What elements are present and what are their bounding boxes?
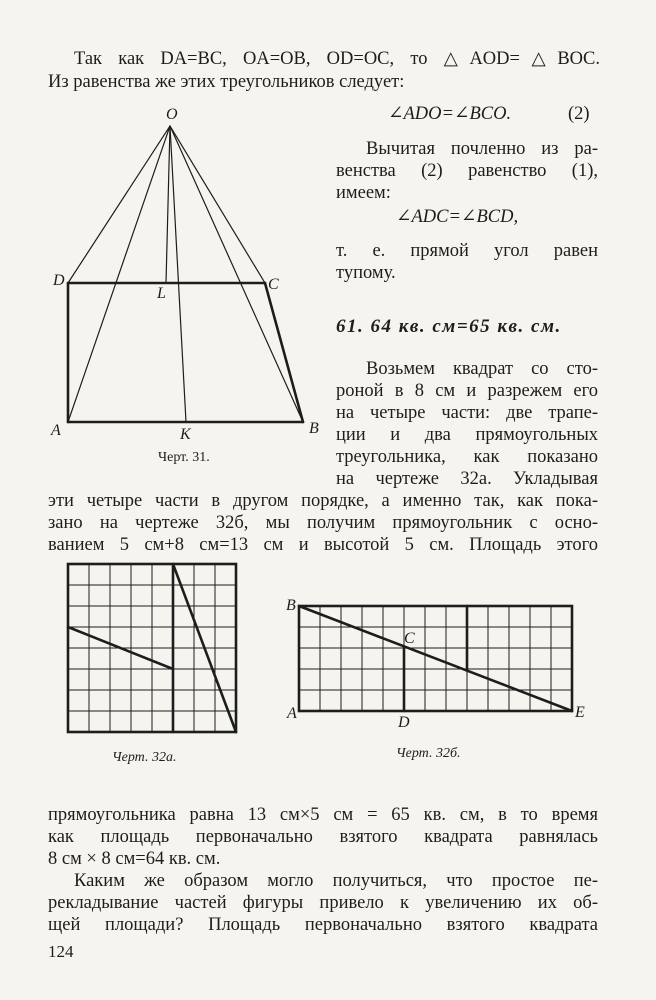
fig32b-label-e: E [575,704,585,721]
bottom-line-1: прямоугольника равна 13 см×5 см = 65 кв. см, в то время [48,805,598,825]
conclusion-line-1: т. е. прямой угол равен [336,241,598,261]
fig32b-label-b: B [286,597,296,614]
intro-line-1: Так как DA=BC, OA=OB, OD=OC, то △AOD=△BOC. [74,49,600,69]
fig32b-caption: Черт. 32б. [396,746,461,761]
equation-2: ∠ADO=∠BCO. [388,104,512,124]
page-number: 124 [48,942,74,961]
fig31-label-k: K [180,426,191,443]
equation-2-number: (2) [568,104,590,124]
fig31-label-l: L [157,285,166,302]
fig31-label-b: B [309,420,319,437]
paragraph-line-4: ции и два прямоугольных [336,425,598,445]
fig31-label-a: A [51,422,61,439]
subtract-line-2: венства (2) равенство (1), [336,161,598,181]
fig31-caption: Черт. 31. [158,450,210,465]
fig31-label-o: O [166,106,178,123]
last-para-line-1: Каким же образом могло получиться, что простое пе- [74,871,598,891]
paragraph-line-5: треугольника, как показано [336,447,598,467]
conclusion-line-2: тупому. [336,263,396,283]
equation-3: ∠ADC=∠BCD, [396,207,519,227]
intro-line-2: Из равенства же этих треугольников следует: [48,72,405,92]
fig32b-label-d: D [398,714,410,731]
paragraph-line-3: на четыре части: две трапе- [336,403,598,423]
paragraph-line-9: ванием 5 см+8 см=13 см и высотой 5 см. Площадь этого [48,535,598,555]
last-para-line-3: щей площади? Площадь первоначально взятого квадрата [48,915,598,935]
subtract-line-3: имеем: [336,183,391,203]
bottom-line-3: 8 см × 8 см=64 кв. см. [48,849,221,869]
paragraph-line-6: на чертеже 32а. Укладывая [336,469,598,489]
fig31-label-d: D [53,272,65,289]
fig32a-caption: Черт. 32а. [112,750,177,765]
paragraph-line-1: Возьмем квадрат со сто- [366,359,598,379]
paragraph-line-8: зано на чертеже 32б, мы получим прямоугольник с осно- [48,513,598,533]
paragraph-line-2: роной в 8 см и разрежем его [336,381,598,401]
bottom-line-2: как площадь первоначально взятого квадрата равнялась [48,827,598,847]
paragraph-line-7: эти четыре части в другом порядке, а именно так, как пока- [48,491,598,511]
last-para-line-2: рекладывание частей фигуры привело к увеличению их об- [48,893,598,913]
fig31-label-c: C [268,276,279,293]
section-heading: 61. 64 кв. см=65 кв. см. [336,316,562,337]
subtract-line-1: Вычитая почленно из ра- [366,139,598,159]
fig32b-label-c: C [404,630,415,647]
fig32b-label-a: A [287,705,297,722]
